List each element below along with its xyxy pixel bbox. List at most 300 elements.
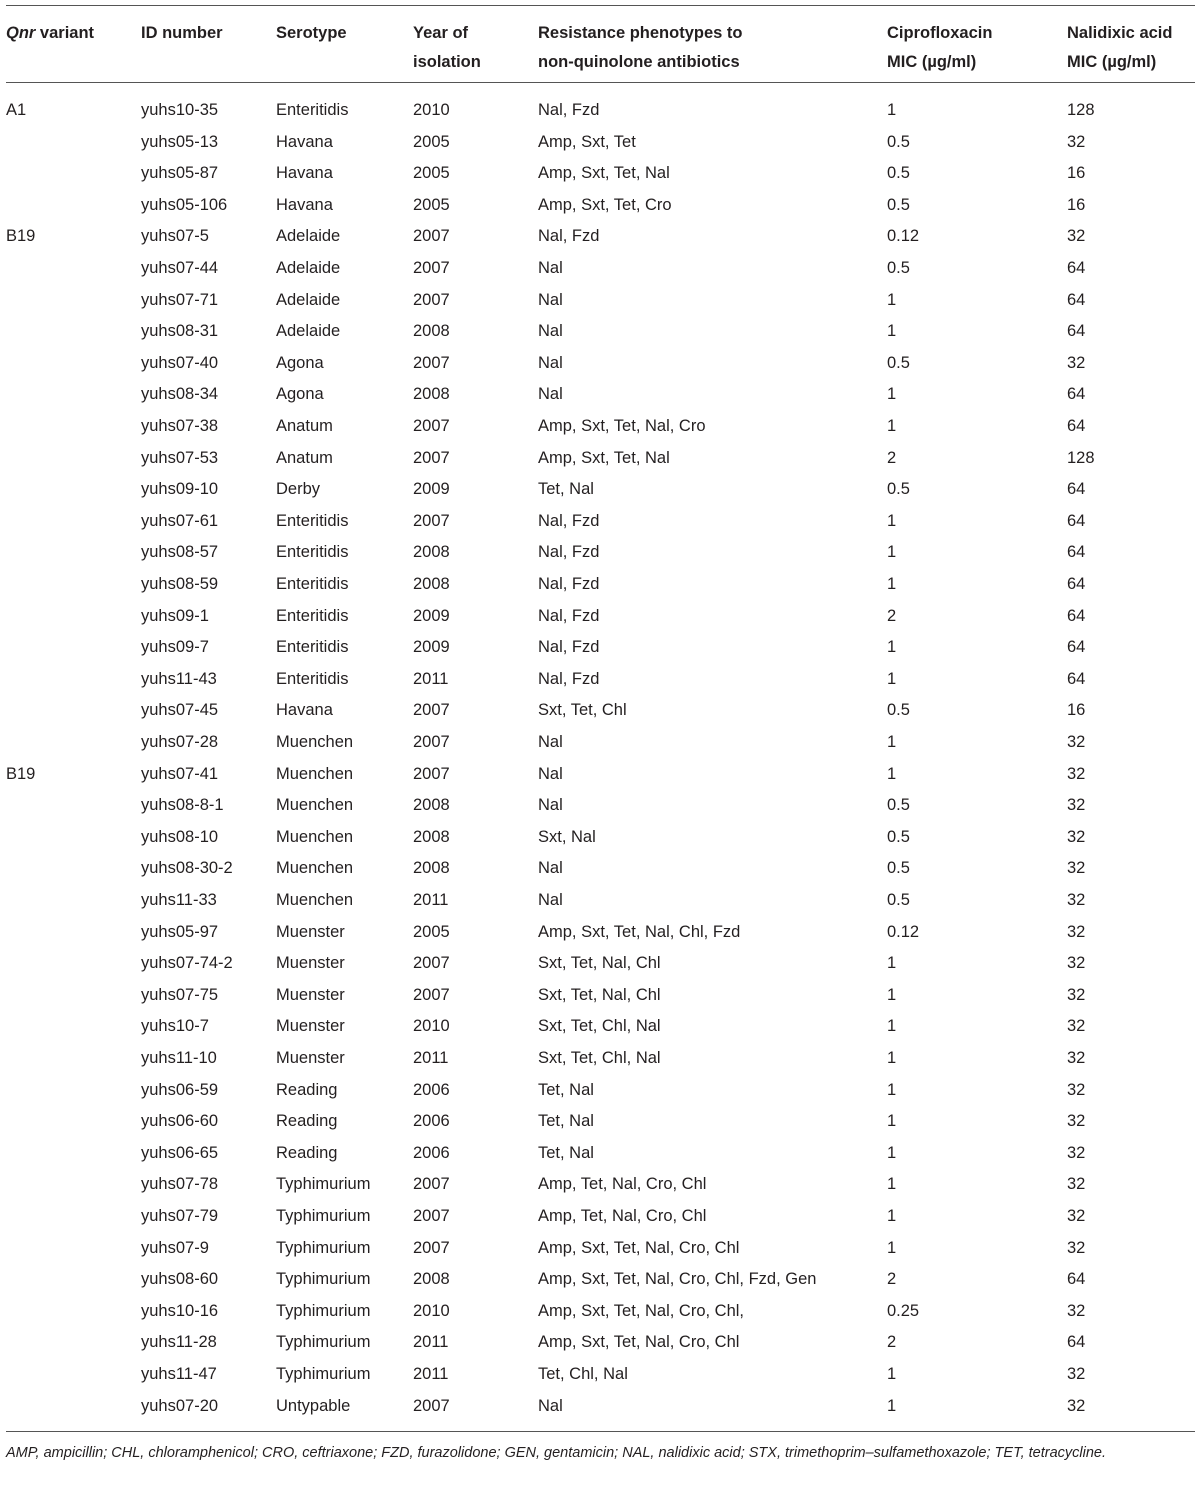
cell-nalidixic-mic: 128	[1067, 448, 1095, 467]
cell-serotype: Muenchen	[276, 859, 354, 878]
cell-year: 2006	[413, 1143, 450, 1162]
table-footnote: AMP, ampicillin; CHL, chloramphenicol; CRO, ceftriaxone; FZD, furazolidone; GEN, gentamicin; NAL, nalidixic acid; STX, trimethoprim–sulfamethoxazole; TET, tetracycline.	[6, 1445, 1107, 1461]
cell-year: 2010	[413, 1301, 450, 1320]
cell-nalidixic-mic: 32	[1067, 1365, 1086, 1383]
cell-serotype: Agona	[276, 385, 324, 404]
cell-ciprofloxacin-mic: 0.5	[887, 891, 910, 909]
cell-nalidixic-mic: 16	[1067, 195, 1086, 214]
cell-resistance: Nal, Fzd	[538, 101, 600, 119]
cell-id-number: yuhs07-44	[141, 259, 219, 277]
cell-year: 2010	[413, 101, 450, 119]
cell-nalidixic-mic: 32	[1067, 1238, 1086, 1257]
cell-id-number: yuhs07-53	[141, 448, 219, 467]
cell-resistance: Tet, Nal	[538, 480, 594, 499]
cell-ciprofloxacin-mic: 1	[887, 385, 897, 404]
cell-year: 2008	[413, 859, 450, 878]
cell-resistance: Nal	[538, 764, 563, 783]
cell-resistance: Amp, Sxt, Tet, Nal	[538, 448, 670, 467]
table-row	[0, 606, 1200, 638]
cell-ciprofloxacin-mic: 1	[887, 1112, 897, 1131]
cell-serotype: Muenster	[276, 954, 345, 973]
cell-ciprofloxacin-mic: 0.5	[887, 859, 910, 878]
cell-qnr-variant: A1	[6, 101, 27, 119]
header-qnr-italic: Qnr	[6, 24, 36, 42]
table-row	[0, 1269, 1200, 1301]
cell-serotype: Enteritidis	[276, 638, 349, 657]
header-year-line1: Year of	[413, 24, 469, 42]
cell-resistance: Nal, Fzd	[538, 606, 600, 625]
cell-nalidixic-mic: 16	[1067, 701, 1086, 720]
cell-ciprofloxacin-mic: 2	[887, 448, 897, 467]
cell-serotype: Havana	[276, 195, 333, 214]
cell-ciprofloxacin-mic: 2	[887, 606, 897, 625]
cell-year: 2007	[413, 417, 450, 435]
cell-id-number: yuhs10-7	[141, 1017, 209, 1036]
cell-id-number: yuhs07-28	[141, 733, 219, 751]
cell-ciprofloxacin-mic: 2	[887, 1333, 897, 1352]
cell-id-number: yuhs11-43	[141, 669, 217, 688]
cell-serotype: Untypable	[276, 1396, 351, 1415]
cell-id-number: yuhs11-10	[141, 1049, 217, 1067]
cell-id-number: yuhs08-30-2	[141, 859, 233, 878]
cell-ciprofloxacin-mic: 1	[887, 733, 897, 751]
cell-year: 2007	[413, 733, 450, 751]
cell-year: 2011	[413, 1049, 449, 1067]
cell-year: 2008	[413, 796, 450, 815]
cell-resistance: Amp, Sxt, Tet, Nal, Cro, Chl, Fzd, Gen	[538, 1270, 817, 1289]
table-row	[0, 542, 1200, 574]
table-row	[0, 732, 1200, 764]
cell-serotype: Adelaide	[276, 227, 341, 246]
cell-id-number: yuhs07-5	[141, 227, 209, 246]
header-variant-text: variant	[35, 24, 95, 42]
cell-resistance: Nal, Fzd	[538, 543, 600, 562]
cell-year: 2007	[413, 1207, 450, 1225]
cell-resistance: Sxt, Tet, Chl	[538, 701, 627, 720]
cell-resistance: Nal	[538, 385, 563, 404]
cell-year: 2007	[413, 227, 450, 246]
cell-id-number: yuhs06-65	[141, 1143, 219, 1162]
cell-serotype: Reading	[276, 1143, 338, 1162]
header-year	[413, 19, 481, 77]
cell-nalidixic-mic: 32	[1067, 1080, 1086, 1099]
cell-ciprofloxacin-mic: 0.5	[887, 480, 910, 499]
cell-year: 2009	[413, 480, 450, 499]
cell-nalidixic-mic: 64	[1067, 259, 1086, 277]
cell-ciprofloxacin-mic: 1	[887, 1396, 897, 1415]
cell-resistance: Nal	[538, 353, 563, 372]
cell-nalidixic-mic: 32	[1067, 985, 1086, 1004]
cell-id-number: yuhs07-20	[141, 1396, 219, 1415]
cell-serotype: Anatum	[276, 448, 333, 467]
cell-resistance: Nal	[538, 322, 563, 341]
cell-id-number: yuhs07-61	[141, 511, 219, 530]
cell-serotype: Agona	[276, 353, 324, 372]
cell-ciprofloxacin-mic: 0.5	[887, 259, 910, 277]
cell-year: 2009	[413, 606, 450, 625]
cell-nalidixic-mic: 64	[1067, 511, 1086, 530]
cell-resistance: Nal, Fzd	[538, 669, 600, 688]
cell-ciprofloxacin-mic: 1	[887, 1175, 897, 1194]
cell-resistance: Sxt, Tet, Chl, Nal	[538, 1017, 661, 1036]
cell-nalidixic-mic: 32	[1067, 1112, 1086, 1131]
cell-year: 2007	[413, 259, 450, 277]
table-row	[0, 1332, 1200, 1364]
cell-ciprofloxacin-mic: 1	[887, 954, 897, 973]
cell-year: 2007	[413, 954, 450, 973]
table-row	[0, 163, 1200, 195]
cell-resistance: Nal	[538, 891, 563, 909]
cell-id-number: yuhs07-41	[141, 764, 219, 783]
cell-ciprofloxacin-mic: 1	[887, 322, 897, 341]
cell-id-number: yuhs05-13	[141, 132, 219, 151]
header-id-number	[141, 19, 223, 48]
cell-serotype: Havana	[276, 164, 333, 183]
cell-nalidixic-mic: 32	[1067, 1175, 1086, 1194]
cell-nalidixic-mic: 64	[1067, 1333, 1086, 1352]
cell-id-number: yuhs07-75	[141, 985, 219, 1004]
cell-ciprofloxacin-mic: 0.12	[887, 227, 920, 246]
cell-serotype: Anatum	[276, 417, 333, 435]
cell-nalidixic-mic: 64	[1067, 417, 1086, 435]
cell-serotype: Enteritidis	[276, 101, 349, 119]
cell-year: 2005	[413, 132, 450, 151]
cell-serotype: Enteritidis	[276, 543, 349, 562]
cell-ciprofloxacin-mic: 0.25	[887, 1301, 920, 1320]
cell-serotype: Adelaide	[276, 259, 341, 277]
cell-resistance: Tet, Nal	[538, 1080, 594, 1099]
table-bottom-rule	[6, 1431, 1195, 1432]
cell-resistance: Nal	[538, 859, 563, 878]
cell-ciprofloxacin-mic: 1	[887, 575, 897, 593]
cell-year: 2006	[413, 1080, 450, 1099]
cell-nalidixic-mic: 32	[1067, 859, 1086, 878]
header-nal-line2: MIC (µg/ml)	[1067, 53, 1157, 71]
cell-serotype: Muenster	[276, 922, 345, 941]
cell-nalidixic-mic: 32	[1067, 1143, 1086, 1162]
cell-nalidixic-mic: 32	[1067, 1049, 1086, 1067]
table-row	[0, 416, 1200, 448]
cell-year: 2011	[413, 669, 449, 688]
cell-resistance: Nal	[538, 259, 563, 277]
cell-serotype: Typhimurium	[276, 1270, 371, 1289]
cell-nalidixic-mic: 16	[1067, 164, 1086, 183]
cell-year: 2008	[413, 322, 450, 341]
cell-ciprofloxacin-mic: 1	[887, 417, 897, 435]
cell-year: 2011	[413, 891, 449, 909]
cell-ciprofloxacin-mic: 0.5	[887, 353, 910, 372]
cell-year: 2008	[413, 575, 450, 593]
cell-resistance: Nal	[538, 796, 563, 815]
table-row	[0, 132, 1200, 164]
table-header-rule	[6, 82, 1195, 83]
cell-serotype: Typhimurium	[276, 1238, 371, 1257]
cell-serotype: Adelaide	[276, 322, 341, 341]
cell-resistance: Nal	[538, 733, 563, 751]
table-row	[0, 1238, 1200, 1270]
cell-nalidixic-mic: 32	[1067, 1396, 1086, 1415]
cell-id-number: yuhs05-97	[141, 922, 219, 941]
cell-serotype: Typhimurium	[276, 1333, 371, 1352]
table-row	[0, 700, 1200, 732]
cell-year: 2009	[413, 638, 450, 657]
table-row	[0, 321, 1200, 353]
cell-id-number: yuhs07-71	[141, 290, 219, 309]
cell-nalidixic-mic: 32	[1067, 922, 1086, 941]
cell-resistance: Amp, Sxt, Tet, Nal, Chl, Fzd	[538, 922, 741, 941]
table-row	[0, 637, 1200, 669]
header-resistance-line1: Resistance phenotypes to	[538, 24, 743, 42]
cell-year: 2007	[413, 290, 450, 309]
cell-serotype: Muenchen	[276, 796, 354, 815]
cell-year: 2010	[413, 1017, 450, 1036]
table-row	[0, 1143, 1200, 1175]
cell-resistance: Amp, Sxt, Tet, Nal, Cro, Chl,	[538, 1301, 745, 1320]
cell-nalidixic-mic: 64	[1067, 543, 1086, 562]
cell-serotype: Typhimurium	[276, 1207, 371, 1225]
table-row	[0, 827, 1200, 859]
table-row	[0, 1174, 1200, 1206]
cell-ciprofloxacin-mic: 1	[887, 1143, 897, 1162]
cell-id-number: yuhs08-59	[141, 575, 219, 593]
cell-year: 2007	[413, 353, 450, 372]
cell-id-number: yuhs09-7	[141, 638, 209, 657]
cell-serotype: Enteritidis	[276, 511, 349, 530]
cell-serotype: Typhimurium	[276, 1301, 371, 1320]
cell-nalidixic-mic: 128	[1067, 101, 1095, 119]
cell-qnr-variant: B19	[6, 227, 36, 246]
cell-ciprofloxacin-mic: 0.5	[887, 132, 910, 151]
cell-id-number: yuhs07-38	[141, 417, 219, 435]
cell-ciprofloxacin-mic: 1	[887, 1238, 897, 1257]
cell-ciprofloxacin-mic: 2	[887, 1270, 897, 1289]
cell-serotype: Typhimurium	[276, 1365, 371, 1383]
cell-resistance: Sxt, Tet, Nal, Chl	[538, 985, 661, 1004]
cell-resistance: Amp, Sxt, Tet	[538, 132, 636, 151]
cell-nalidixic-mic: 64	[1067, 385, 1086, 404]
table-row	[0, 985, 1200, 1017]
cell-nalidixic-mic: 64	[1067, 669, 1086, 688]
table-row	[0, 890, 1200, 922]
cell-ciprofloxacin-mic: 1	[887, 290, 897, 309]
table-row	[0, 290, 1200, 322]
table-row	[0, 226, 1200, 258]
cell-nalidixic-mic: 32	[1067, 227, 1086, 246]
table-row	[0, 353, 1200, 385]
cell-serotype: Adelaide	[276, 290, 341, 309]
table-row	[0, 511, 1200, 543]
cell-qnr-variant: B19	[6, 764, 36, 783]
cell-serotype: Havana	[276, 701, 333, 720]
cell-nalidixic-mic: 32	[1067, 954, 1086, 973]
table-row	[0, 195, 1200, 227]
table-row	[0, 1206, 1200, 1238]
table-row	[0, 1111, 1200, 1143]
cell-serotype: Reading	[276, 1112, 338, 1131]
table-row	[0, 669, 1200, 701]
cell-year: 2007	[413, 1396, 450, 1415]
cell-ciprofloxacin-mic: 0.5	[887, 827, 910, 846]
cell-ciprofloxacin-mic: 1	[887, 1365, 897, 1383]
cell-serotype: Muenster	[276, 1049, 345, 1067]
header-serotype-label: Serotype	[276, 24, 347, 42]
cell-resistance: Amp, Sxt, Tet, Nal, Cro	[538, 417, 706, 435]
cell-id-number: yuhs09-10	[141, 480, 219, 499]
cell-year: 2007	[413, 1238, 450, 1257]
cell-year: 2011	[413, 1333, 449, 1352]
cell-serotype: Muenchen	[276, 733, 354, 751]
cell-ciprofloxacin-mic: 1	[887, 1017, 897, 1036]
cell-id-number: yuhs08-31	[141, 322, 219, 341]
cell-nalidixic-mic: 64	[1067, 638, 1086, 657]
header-id-label: ID number	[141, 24, 223, 42]
cell-year: 2008	[413, 827, 450, 846]
cell-id-number: yuhs07-79	[141, 1207, 219, 1225]
cell-resistance: Amp, Sxt, Tet, Cro	[538, 195, 672, 214]
cell-id-number: yuhs08-57	[141, 543, 219, 562]
cell-serotype: Muenster	[276, 1017, 345, 1036]
cell-resistance: Nal	[538, 290, 563, 309]
cell-id-number: yuhs10-35	[141, 101, 219, 119]
cell-ciprofloxacin-mic: 1	[887, 511, 897, 530]
cell-ciprofloxacin-mic: 0.12	[887, 922, 920, 941]
cell-ciprofloxacin-mic: 1	[887, 543, 897, 562]
cell-id-number: yuhs08-34	[141, 385, 219, 404]
cell-year: 2007	[413, 985, 450, 1004]
cell-id-number: yuhs05-87	[141, 164, 219, 183]
cell-id-number: yuhs06-60	[141, 1112, 219, 1131]
cell-serotype: Muenster	[276, 985, 345, 1004]
cell-id-number: yuhs08-8-1	[141, 796, 224, 815]
cell-resistance: Amp, Sxt, Tet, Nal, Cro, Chl	[538, 1238, 740, 1257]
cell-id-number: yuhs06-59	[141, 1080, 219, 1099]
table-row	[0, 953, 1200, 985]
cell-nalidixic-mic: 32	[1067, 1207, 1086, 1225]
cell-year: 2008	[413, 543, 450, 562]
cell-nalidixic-mic: 64	[1067, 290, 1086, 309]
table-row	[0, 1080, 1200, 1112]
header-ciprofloxacin	[887, 19, 992, 77]
cell-id-number: yuhs07-78	[141, 1175, 219, 1194]
cell-resistance: Tet, Chl, Nal	[538, 1365, 628, 1383]
cell-ciprofloxacin-mic: 1	[887, 1049, 897, 1067]
cell-year: 2005	[413, 164, 450, 183]
cell-ciprofloxacin-mic: 1	[887, 101, 897, 119]
cell-id-number: yuhs07-40	[141, 353, 219, 372]
cell-year: 2006	[413, 1112, 450, 1131]
table-row	[0, 100, 1200, 132]
cell-serotype: Derby	[276, 480, 321, 499]
cell-id-number: yuhs11-28	[141, 1333, 217, 1352]
cell-ciprofloxacin-mic: 0.5	[887, 164, 910, 183]
cell-nalidixic-mic: 64	[1067, 322, 1086, 341]
header-cipro-line1: Ciprofloxacin	[887, 24, 993, 42]
header-nal-line1: Nalidixic acid	[1067, 24, 1173, 42]
cell-ciprofloxacin-mic: 1	[887, 1207, 897, 1225]
cell-serotype: Muenchen	[276, 827, 354, 846]
cell-nalidixic-mic: 32	[1067, 353, 1086, 372]
cell-year: 2005	[413, 195, 450, 214]
table-row	[0, 764, 1200, 796]
cell-id-number: yuhs07-45	[141, 701, 219, 720]
cell-resistance: Nal	[538, 1396, 563, 1415]
cell-nalidixic-mic: 32	[1067, 733, 1086, 751]
cell-year: 2007	[413, 448, 450, 467]
cell-year: 2011	[413, 1365, 449, 1383]
table-row	[0, 1396, 1200, 1428]
cell-ciprofloxacin-mic: 1	[887, 764, 897, 783]
cell-ciprofloxacin-mic: 1	[887, 1080, 897, 1099]
cell-resistance: Tet, Nal	[538, 1143, 594, 1162]
cell-resistance: Tet, Nal	[538, 1112, 594, 1131]
cell-resistance: Nal, Fzd	[538, 638, 600, 657]
cell-id-number: yuhs08-10	[141, 827, 219, 846]
cell-id-number: yuhs11-33	[141, 891, 217, 909]
cell-nalidixic-mic: 32	[1067, 1017, 1086, 1036]
cell-ciprofloxacin-mic: 1	[887, 985, 897, 1004]
table-row	[0, 574, 1200, 606]
table-row	[0, 922, 1200, 954]
cell-resistance: Nal, Fzd	[538, 227, 600, 246]
table-row	[0, 258, 1200, 290]
cell-serotype: Enteritidis	[276, 606, 349, 625]
cell-ciprofloxacin-mic: 1	[887, 669, 897, 688]
cell-serotype: Havana	[276, 132, 333, 151]
table-row	[0, 1364, 1200, 1396]
table-row	[0, 448, 1200, 480]
header-serotype	[276, 19, 347, 48]
cell-nalidixic-mic: 64	[1067, 606, 1086, 625]
cell-resistance: Amp, Sxt, Tet, Nal, Cro, Chl	[538, 1333, 740, 1352]
cell-nalidixic-mic: 32	[1067, 827, 1086, 846]
table-row	[0, 1016, 1200, 1048]
cell-id-number: yuhs11-47	[141, 1365, 217, 1383]
cell-id-number: yuhs09-1	[141, 606, 209, 625]
cell-nalidixic-mic: 32	[1067, 1301, 1086, 1320]
cell-serotype: Enteritidis	[276, 669, 349, 688]
cell-serotype: Reading	[276, 1080, 338, 1099]
header-nalidixic-acid	[1067, 19, 1172, 77]
table-row	[0, 479, 1200, 511]
cell-nalidixic-mic: 32	[1067, 891, 1086, 909]
cell-resistance: Sxt, Tet, Nal, Chl	[538, 954, 661, 973]
cell-resistance: Nal, Fzd	[538, 511, 600, 530]
cell-resistance: Amp, Tet, Nal, Cro, Chl	[538, 1175, 707, 1194]
header-qnr-variant	[6, 19, 94, 48]
cell-serotype: Typhimurium	[276, 1175, 371, 1194]
cell-id-number: yuhs07-74-2	[141, 954, 233, 973]
header-resistance	[538, 19, 742, 77]
cell-resistance: Sxt, Nal	[538, 827, 596, 846]
cell-serotype: Muenchen	[276, 764, 354, 783]
table-row	[0, 795, 1200, 827]
table-row	[0, 1048, 1200, 1080]
cell-resistance: Amp, Tet, Nal, Cro, Chl	[538, 1207, 707, 1225]
cell-year: 2007	[413, 1175, 450, 1194]
cell-resistance: Sxt, Tet, Chl, Nal	[538, 1049, 661, 1067]
table-row	[0, 1301, 1200, 1333]
cell-id-number: yuhs05-106	[141, 195, 228, 214]
cell-id-number: yuhs10-16	[141, 1301, 219, 1320]
cell-nalidixic-mic: 32	[1067, 796, 1086, 815]
cell-ciprofloxacin-mic: 0.5	[887, 195, 910, 214]
cell-nalidixic-mic: 32	[1067, 132, 1086, 151]
cell-nalidixic-mic: 64	[1067, 1270, 1086, 1289]
cell-ciprofloxacin-mic: 1	[887, 638, 897, 657]
header-resistance-line2: non-quinolone antibiotics	[538, 53, 740, 71]
cell-serotype: Muenchen	[276, 891, 354, 909]
cell-serotype: Enteritidis	[276, 575, 349, 593]
